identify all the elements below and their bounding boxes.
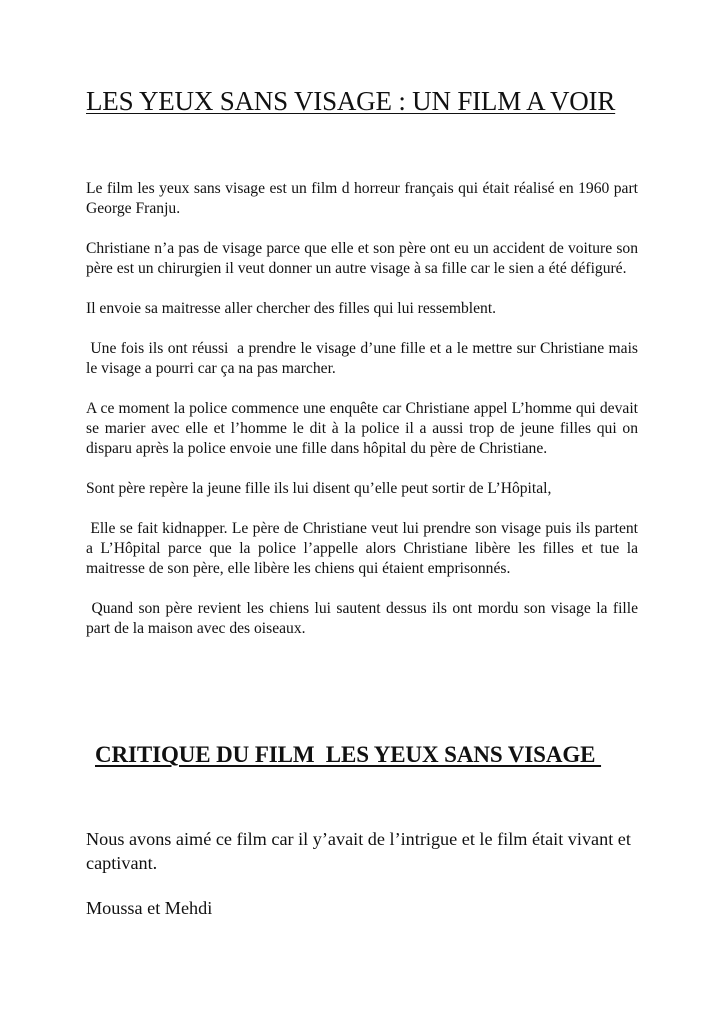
- paragraph: Le film les yeux sans visage est un film d horreur français qui était réalisé en 1960 part George Franju.: [86, 180, 638, 217]
- paragraph: Quand son père revient les chiens lui sautent dessus ils ont mordu son visage la fille part de la maison avec des oiseaux.: [86, 600, 642, 637]
- paragraph: Il envoie sa maitresse aller chercher des filles qui lui ressemblent.: [86, 300, 497, 317]
- critique-title: CRITIQUE DU FILM LES YEUX SANS VISAGE: [95, 742, 602, 767]
- document-title: LES YEUX SANS VISAGE : UN FILM A VOIR: [86, 86, 616, 116]
- authors: Moussa et Mehdi: [86, 898, 213, 918]
- paragraph: Sont père repère la jeune fille ils lui disent qu’elle peut sortir de L’Hôpital,: [86, 480, 552, 497]
- paragraph: A ce moment la police commence une enquête car Christiane appel L’homme qui devait se marier avec elle et l’homme le dit à la police il a aussi trop de jeune filles qui on disparu après la police envoie une fille dans hôpital du père de Christiane.: [86, 400, 638, 457]
- critique-section: [86, 827, 638, 941]
- critique-text: Nous avons aimé ce film car il y’avait de l’intrigue et le film était vivant et captivant.: [86, 829, 631, 873]
- paragraph: Une fois ils ont réussi a prendre le visage d’une fille et a le mettre sur Christiane mais le visage a pourri car ça na pas marcher.: [86, 340, 642, 377]
- summary-section: [86, 179, 642, 659]
- paragraph: Elle se fait kidnapper. Le père de Christiane veut lui prendre son visage puis ils partent a L’Hôpital parce que la police l’appelle alors Christiane libère les filles et tue la maitresse de son père, elle libère les chiens qui étaient emprisonnés.: [86, 520, 642, 577]
- paragraph: Christiane n’a pas de visage parce que elle et son père ont eu un accident de voiture son père est un chirurgien il veut donner un autre visage à sa fille car le sien a été défiguré.: [86, 240, 638, 277]
